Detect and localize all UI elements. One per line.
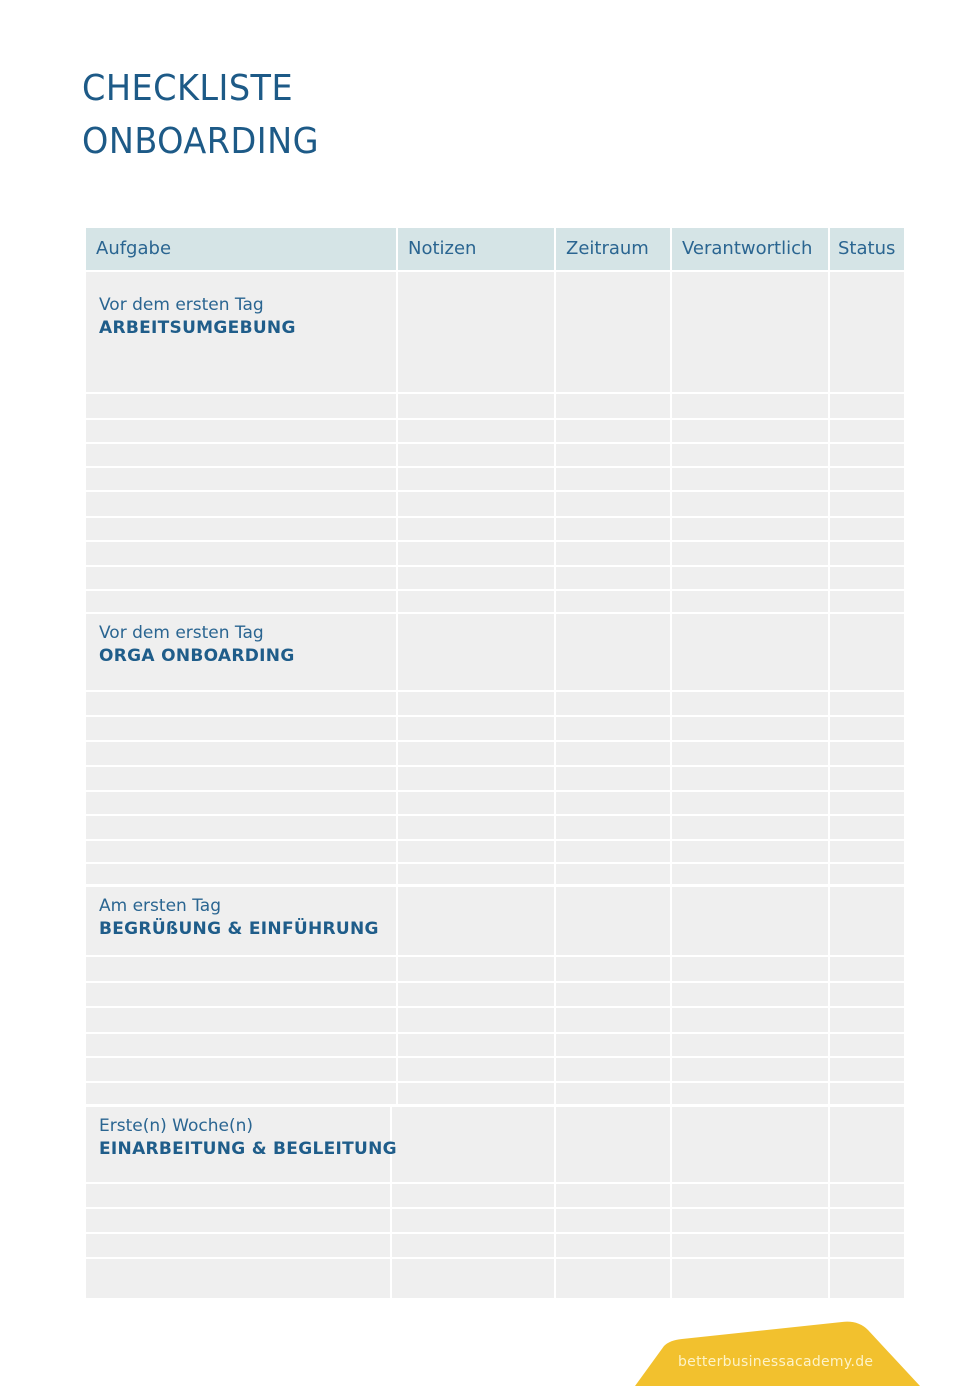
section-header-empty-cell[interactable]	[830, 614, 904, 690]
section-header-empty-cell[interactable]	[556, 272, 670, 392]
table-cell[interactable]	[830, 717, 904, 740]
table-cell[interactable]	[830, 841, 904, 862]
column-header-zeitraum: Zeitraum	[556, 228, 670, 270]
table-cell[interactable]	[556, 983, 670, 1006]
section-header-empty-cell[interactable]	[398, 272, 554, 392]
table-cell[interactable]	[830, 444, 904, 466]
table-cell[interactable]	[672, 957, 828, 981]
table-cell[interactable]	[556, 742, 670, 765]
section-header-empty-cell[interactable]	[830, 887, 904, 955]
table-cell[interactable]	[556, 1234, 670, 1257]
table-cell[interactable]	[398, 717, 554, 740]
column-header-aufgabe: Aufgabe	[86, 228, 396, 270]
table-cell[interactable]	[830, 767, 904, 790]
table-cell[interactable]	[556, 1259, 670, 1298]
table-cell[interactable]	[830, 1259, 904, 1298]
table-cell[interactable]	[830, 1008, 904, 1032]
table-cell[interactable]	[392, 1209, 554, 1232]
table-cell[interactable]	[556, 492, 670, 516]
table-cell[interactable]	[398, 792, 554, 814]
table-cell[interactable]	[830, 816, 904, 839]
table-cell[interactable]	[830, 542, 904, 565]
table-cell[interactable]	[672, 394, 828, 418]
table-cell[interactable]	[672, 816, 828, 839]
table-cell[interactable]	[830, 983, 904, 1006]
table-cell[interactable]	[672, 692, 828, 715]
section-header-empty-cell[interactable]	[830, 272, 904, 392]
section-header-empty-cell[interactable]	[672, 887, 828, 955]
table-cell[interactable]	[830, 468, 904, 490]
table-cell[interactable]	[392, 1234, 554, 1257]
section-title: ARBEITSUMGEBUNG	[99, 318, 296, 338]
table-cell[interactable]	[398, 1083, 554, 1104]
table-cell[interactable]	[672, 492, 828, 516]
table-cell[interactable]	[556, 792, 670, 814]
table-cell[interactable]	[556, 841, 670, 862]
table-cell[interactable]	[556, 1184, 670, 1207]
table-cell[interactable]	[86, 518, 396, 540]
table-cell[interactable]	[830, 591, 904, 612]
table-cell[interactable]	[672, 444, 828, 466]
table-cell[interactable]	[672, 1209, 828, 1232]
brand-url: betterbusinessacademy.de	[678, 1354, 874, 1370]
table-cell[interactable]	[830, 1209, 904, 1232]
section-title: EINARBEITUNG & BEGLEITUNG	[99, 1139, 397, 1159]
table-cell[interactable]	[830, 1234, 904, 1257]
table-cell[interactable]	[556, 1008, 670, 1032]
table-cell[interactable]	[86, 816, 396, 839]
column-header-status: Status	[830, 228, 904, 270]
section-orga-onboarding	[86, 600, 295, 668]
table-cell[interactable]	[830, 1034, 904, 1056]
table-cell[interactable]	[398, 1034, 554, 1056]
table-cell[interactable]	[86, 957, 396, 981]
column-header-verantwortlich: Verantwortlich	[672, 228, 828, 270]
section-arbeitsumgebung	[86, 272, 296, 340]
table-cell[interactable]	[398, 742, 554, 765]
page-title-line1: CHECKLISTE	[82, 68, 294, 109]
table-cell[interactable]	[398, 444, 554, 466]
table-cell[interactable]	[556, 1209, 670, 1232]
table-cell[interactable]	[672, 1083, 828, 1104]
table-cell[interactable]	[398, 468, 554, 490]
table-cell[interactable]	[392, 1184, 554, 1207]
table-cell[interactable]	[398, 567, 554, 589]
table-cell[interactable]	[830, 1058, 904, 1081]
table-cell[interactable]	[556, 816, 670, 839]
table-cell[interactable]	[86, 841, 396, 862]
table-cell[interactable]	[556, 864, 670, 884]
table-cell[interactable]	[830, 1184, 904, 1207]
brand-badge[interactable]	[630, 1318, 930, 1386]
table-cell[interactable]	[830, 864, 904, 884]
table-cell[interactable]	[398, 692, 554, 715]
table-cell[interactable]	[86, 492, 396, 516]
table-cell[interactable]	[556, 542, 670, 565]
table-cell[interactable]	[86, 394, 396, 418]
table-cell[interactable]	[672, 983, 828, 1006]
table-cell[interactable]	[86, 742, 396, 765]
table-cell[interactable]	[556, 591, 670, 612]
table-cell[interactable]	[398, 816, 554, 839]
table-cell[interactable]	[830, 792, 904, 814]
table-cell[interactable]	[672, 742, 828, 765]
table-cell[interactable]	[672, 1234, 828, 1257]
table-cell[interactable]	[556, 1083, 670, 1104]
table-cell[interactable]	[86, 983, 396, 1006]
table-cell[interactable]	[398, 1008, 554, 1032]
table-cell[interactable]	[392, 1259, 554, 1298]
table-cell[interactable]	[672, 1184, 828, 1207]
table-cell[interactable]	[830, 742, 904, 765]
section-title: ORGA ONBOARDING	[99, 646, 295, 666]
section-header-empty-cell[interactable]	[672, 1107, 828, 1182]
section-subtitle: Erste(n) Woche(n)	[99, 1116, 253, 1136]
table-cell[interactable]	[556, 444, 670, 466]
table-cell[interactable]	[556, 1058, 670, 1081]
table-cell[interactable]	[672, 1008, 828, 1032]
table-cell[interactable]	[830, 394, 904, 418]
table-cell[interactable]	[556, 1034, 670, 1056]
table-cell[interactable]	[830, 692, 904, 715]
table-cell[interactable]	[672, 468, 828, 490]
table-cell[interactable]	[86, 717, 396, 740]
table-cell[interactable]	[672, 767, 828, 790]
page-title-line2: ONBOARDING	[82, 121, 320, 162]
table-cell[interactable]	[86, 420, 396, 442]
table-cell[interactable]	[398, 983, 554, 1006]
table-cell[interactable]	[86, 542, 396, 565]
page-title	[82, 62, 319, 168]
section-header-empty-cell[interactable]	[830, 1107, 904, 1182]
table-cell[interactable]	[672, 567, 828, 589]
table-cell[interactable]	[86, 692, 396, 715]
table-cell[interactable]	[86, 1058, 396, 1081]
table-cell[interactable]	[398, 957, 554, 981]
table-cell[interactable]	[556, 394, 670, 418]
section-subtitle: Vor dem ersten Tag	[99, 295, 264, 315]
table-cell[interactable]	[398, 864, 554, 884]
table-cell[interactable]	[672, 542, 828, 565]
table-cell[interactable]	[556, 692, 670, 715]
table-cell[interactable]	[398, 394, 554, 418]
table-cell[interactable]	[556, 957, 670, 981]
table-cell[interactable]	[672, 420, 828, 442]
column-header-notizen: Notizen	[398, 228, 554, 270]
section-subtitle: Vor dem ersten Tag	[99, 623, 264, 643]
table-cell[interactable]	[672, 717, 828, 740]
table-cell[interactable]	[398, 841, 554, 862]
table-cell[interactable]	[672, 1259, 828, 1298]
section-header-empty-cell[interactable]	[392, 1107, 554, 1182]
section-title: BEGRÜßUNG & EINFÜHRUNG	[99, 919, 379, 939]
section-header-empty-cell[interactable]	[398, 887, 554, 955]
table-cell[interactable]	[672, 518, 828, 540]
table-cell[interactable]	[86, 767, 396, 790]
table-cell[interactable]	[830, 957, 904, 981]
table-cell[interactable]	[86, 1259, 390, 1298]
table-cell[interactable]	[86, 444, 396, 466]
table-cell[interactable]	[556, 567, 670, 589]
table-cell[interactable]	[672, 591, 828, 612]
table-cell[interactable]	[398, 1058, 554, 1081]
table-cell[interactable]	[556, 420, 670, 442]
table-cell[interactable]	[556, 518, 670, 540]
table-cell[interactable]	[830, 420, 904, 442]
table-cell[interactable]	[86, 1034, 396, 1056]
table-cell[interactable]	[398, 542, 554, 565]
section-subtitle: Am ersten Tag	[99, 896, 221, 916]
table-cell[interactable]	[556, 468, 670, 490]
table-cell[interactable]	[398, 591, 554, 612]
table-cell[interactable]	[86, 567, 396, 589]
table-cell[interactable]	[398, 767, 554, 790]
table-cell[interactable]	[86, 1008, 396, 1032]
table-cell[interactable]	[830, 518, 904, 540]
table-cell[interactable]	[672, 841, 828, 862]
section-header-empty-cell[interactable]	[556, 614, 670, 690]
section-header-empty-cell[interactable]	[556, 1107, 670, 1182]
table-cell[interactable]	[86, 1234, 390, 1257]
table-cell[interactable]	[86, 792, 396, 814]
table-cell[interactable]	[830, 492, 904, 516]
table-cell[interactable]	[556, 767, 670, 790]
section-begruessung	[86, 873, 379, 941]
table-cell[interactable]	[556, 717, 670, 740]
table-cell[interactable]	[86, 1184, 390, 1207]
section-header-empty-cell[interactable]	[672, 614, 828, 690]
brand-shape-icon	[630, 1318, 930, 1386]
section-header-empty-cell[interactable]	[672, 272, 828, 392]
table-cell[interactable]	[398, 420, 554, 442]
table-cell[interactable]	[830, 567, 904, 589]
table-cell[interactable]	[672, 792, 828, 814]
table-cell[interactable]	[830, 1083, 904, 1104]
section-header-empty-cell[interactable]	[398, 614, 554, 690]
table-cell[interactable]	[398, 518, 554, 540]
table-cell[interactable]	[672, 1058, 828, 1081]
table-cell[interactable]	[672, 864, 828, 884]
table-cell[interactable]	[672, 1034, 828, 1056]
section-einarbeitung	[86, 1093, 397, 1161]
table-cell[interactable]	[86, 1209, 390, 1232]
table-cell[interactable]	[398, 492, 554, 516]
section-header-empty-cell[interactable]	[556, 887, 670, 955]
table-cell[interactable]	[86, 468, 396, 490]
